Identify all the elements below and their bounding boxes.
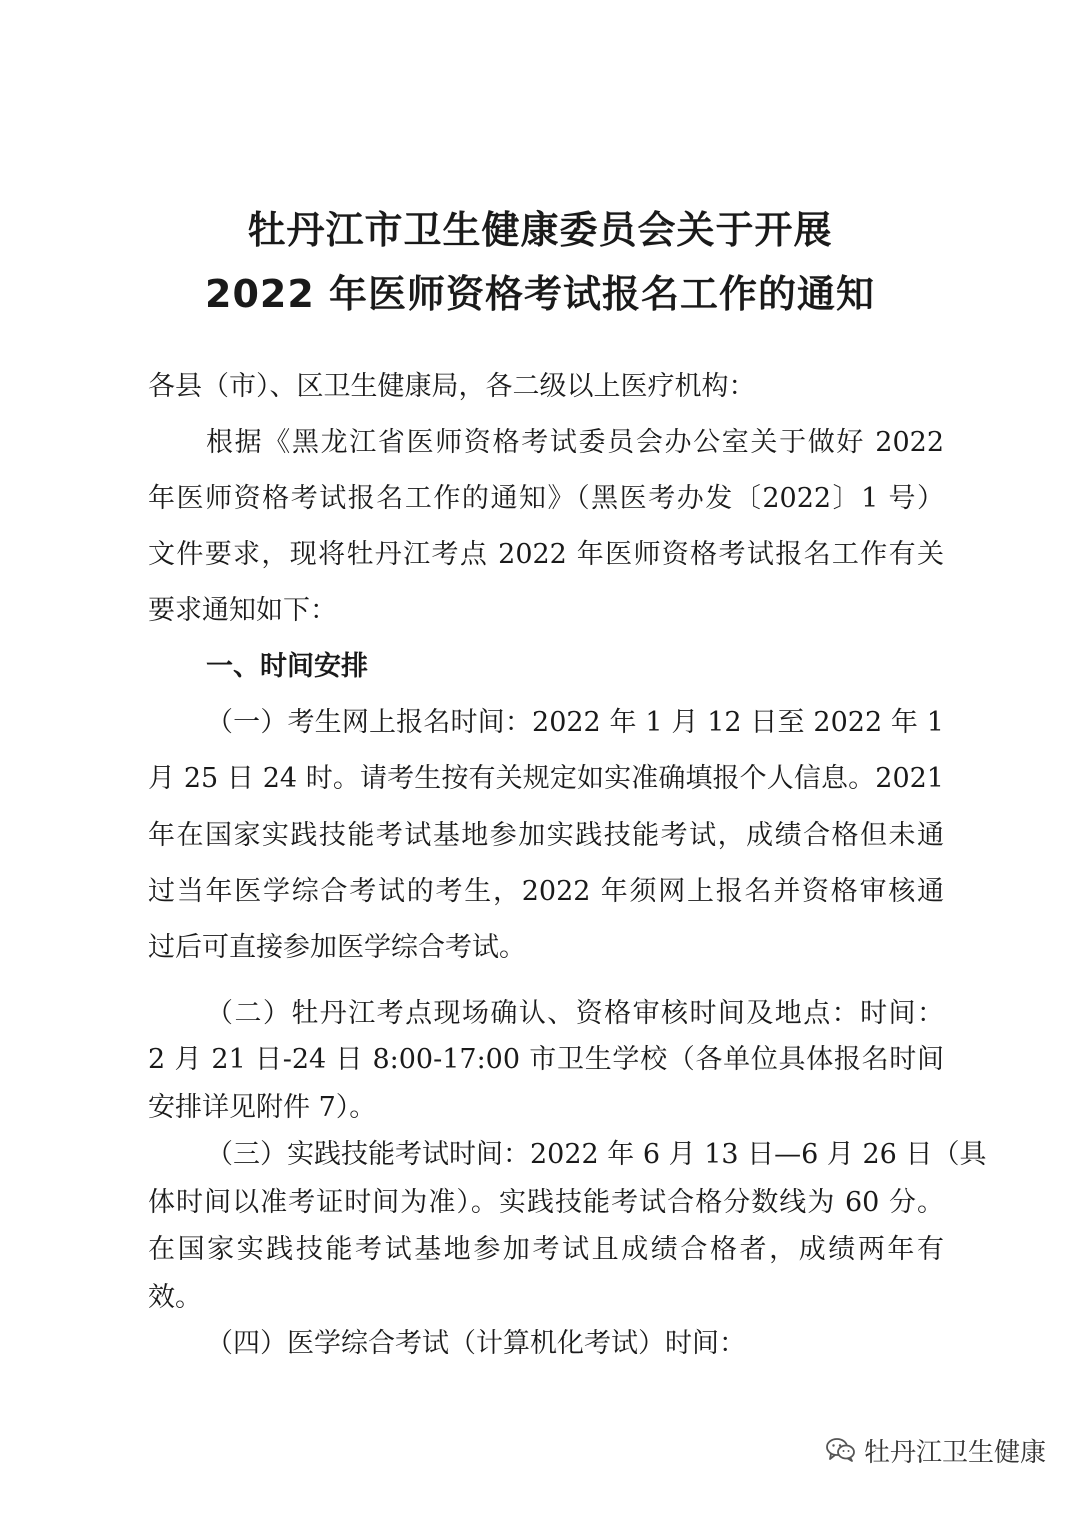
salutation: 各县（市）、区卫生健康局，各二级以上医疗机构： (148, 371, 756, 402)
paragraph-line: 2 月 21 日-24 日 8:00-17:00 市卫生学校（各单位具体报名时间 (148, 1044, 944, 1075)
paragraph-line: （三）实践技能考试时间：2022 年 6 月 13 日—6 月 26 日（具 (206, 1139, 987, 1170)
paragraph-line: （二）牡丹江考点现场确认、资格审核时间及地点：时间： (206, 998, 944, 1029)
account-name: 牡丹江卫生健康 (864, 1437, 1047, 1468)
paragraph-line: （四）医学综合考试（计算机化考试）时间： (206, 1328, 746, 1359)
paragraph-line: 要求通知如下： (148, 595, 337, 626)
title-line-2: 2022 年医师资格考试报名工作的通知 (205, 272, 875, 316)
section-heading: 一、时间安排 (206, 651, 368, 682)
paragraph-line: 体时间以准考证时间为准）。实践技能考试合格分数线为 60 分。 (148, 1187, 944, 1218)
title-line-1: 牡丹江市卫生健康委员会关于开展 (247, 208, 833, 252)
paragraph-line: 根据《黑龙江省医师资格考试委员会办公室关于做好 2022 (206, 427, 944, 458)
paragraph-line: 年医师资格考试报名工作的通知》（黑医考办发〔2022〕1 号） (148, 483, 944, 514)
paragraph-line: 效。 (148, 1282, 202, 1313)
paragraph-line: 年在国家实践技能考试基地参加实践技能考试，成绩合格但未通 (148, 820, 944, 851)
paragraph-line: 在国家实践技能考试基地参加考试且成绩合格者，成绩两年有 (148, 1234, 944, 1265)
paragraph-line: 文件要求，现将牡丹江考点 2022 年医师资格考试报名工作有关 (148, 539, 944, 570)
paragraph-line: 月 25 日 24 时。请考生按有关规定如实准确填报个人信息。2021 (148, 763, 944, 794)
wechat-icon (826, 1437, 856, 1463)
wechat-watermark (826, 1430, 1046, 1470)
paragraph-line: 过当年医学综合考试的考生，2022 年须网上报名并资格审核通 (148, 876, 944, 907)
paragraph-line: （一）考生网上报名时间：2022 年 1 月 12 日至 2022 年 1 (206, 707, 944, 738)
paragraph-line: 过后可直接参加医学综合考试。 (148, 932, 526, 963)
paragraph-line: 安排详见附件 7）。 (148, 1092, 377, 1123)
